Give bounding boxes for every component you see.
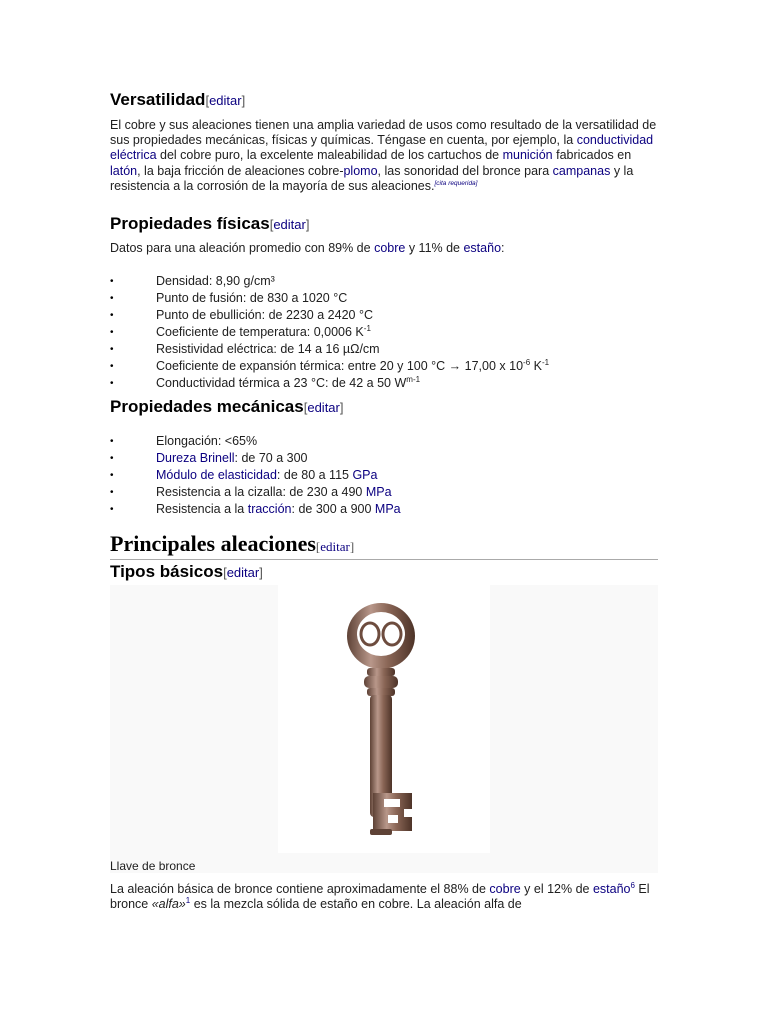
link-estano-tipos[interactable]: estaño — [592, 882, 631, 896]
reference-link[interactable]: 1 — [185, 896, 191, 906]
edit-link-tipos-basicos[interactable]: editar — [226, 565, 260, 580]
heading-versatilidad: Versatilidad[editar] — [110, 90, 246, 109]
list-propiedades-fisicas — [110, 273, 549, 392]
link-gpa[interactable]: GPa — [352, 468, 378, 482]
link-plomo[interactable]: plomo — [343, 163, 378, 178]
list-item: • Punto de fusión: de 830 a 1020 °C — [110, 290, 549, 307]
list-item: • Resistencia a la tracción: de 300 a 900 MPa — [110, 501, 401, 518]
list-item: • Punto de ebullición: de 2230 a 2420 °C — [110, 307, 549, 324]
edit-link-propiedades-fisicas[interactable]: editar — [273, 217, 306, 232]
list-propiedades-mecanicas — [110, 433, 401, 518]
list-item: • Elongación: <65% — [110, 433, 401, 450]
list-item: • Conductividad térmica a 23 °C: de 42 a 50 $W^{m-1}$ — [110, 375, 549, 392]
link-laton[interactable]: latón — [110, 163, 138, 178]
list-item: • Densidad: 8,90 g/cm³ — [110, 273, 549, 290]
list-item: • Dureza Brinell: de 70 a 300 — [110, 450, 401, 467]
link-estano[interactable]: estaño — [463, 241, 502, 255]
link-cobre[interactable]: cobre — [374, 241, 406, 255]
citation-needed-link[interactable]: [cita requerida] — [434, 179, 478, 187]
heading-principales-aleaciones: Principales aleaciones[editar] — [110, 531, 658, 560]
list-item: • Coeficiente de expansión térmica: entre 20 y 100 °C → 17,00 x $10^{-6}$ $K^{-1}$ — [110, 358, 549, 375]
list-item: • Resistencia a la cizalla: de 230 a 490 MPa — [110, 484, 401, 501]
link-mpa[interactable]: MPa — [365, 485, 392, 499]
figure-llave-de-bronce — [110, 585, 658, 873]
figure-caption: Llave de bronce — [110, 859, 196, 873]
edit-link-principales-aleaciones[interactable]: editar — [320, 539, 350, 554]
link-municion[interactable]: munición — [502, 148, 553, 163]
paragraph-fisicas-intro: Datos para una aleación promedio con 89% de cobre y 11% de estaño: — [110, 241, 505, 255]
link-traccion[interactable]: tracción — [247, 502, 292, 516]
paragraph-tipos-basicos: La aleación básica de bronce contiene aproximadamente el 88% de cobre y el 12% de estaño$^6$ El bronce «alfa»$^1$ es la mezcla sólida de estaño en cobre. La aleación alfa de — [110, 880, 650, 912]
heading-propiedades-mecanicas: Propiedades mecánicas[editar] — [110, 397, 344, 416]
link-dureza-brinell[interactable]: Dureza Brinell — [156, 451, 235, 465]
list-item: • Resistividad eléctrica: de 14 a 16 µΩ/cm — [110, 341, 549, 358]
edit-link-versatilidad[interactable]: editar — [209, 93, 242, 108]
heading-propiedades-fisicas: Propiedades físicas[editar] — [110, 214, 310, 233]
link-mpa[interactable]: MPa — [374, 502, 401, 516]
link-modulo-elasticidad[interactable]: Módulo de elasticidad — [156, 468, 277, 482]
link-campanas[interactable]: campanas — [552, 163, 611, 178]
paragraph-versatilidad: El cobre y sus aleaciones tienen una amplia variedad de usos como resultado de la versatilidad de sus propiedades mecánicas, físicas y químicas. Téngase en cuenta, por ejemplo, la conductividad eléctrica del cobre puro, la excelente maleabilidad de los cartuchos de munición fabricados en latón, la baja fricción de aleaciones cobre-plomo, las sonoridad del bronce para campanas y la resistencia a la corrosión de la mayoría de sus aleaciones.[cita requerida] — [110, 118, 657, 193]
list-item: • Módulo de elasticidad: de 80 a 115 GPa — [110, 467, 401, 484]
reference-link[interactable]: 6 — [630, 880, 635, 890]
list-item: • Coeficiente de temperatura: 0,0006 $K^{-1}$ — [110, 324, 549, 341]
link-cobre-tipos[interactable]: cobre — [489, 882, 521, 896]
link-conductividad-electrica[interactable]: conductividad eléctrica — [110, 133, 654, 163]
bronze-key-icon — [278, 585, 490, 853]
figure-image[interactable] — [278, 585, 490, 853]
edit-link-propiedades-mecanicas[interactable]: editar — [307, 400, 340, 415]
heading-tipos-basicos: Tipos básicos[editar] — [110, 562, 263, 581]
